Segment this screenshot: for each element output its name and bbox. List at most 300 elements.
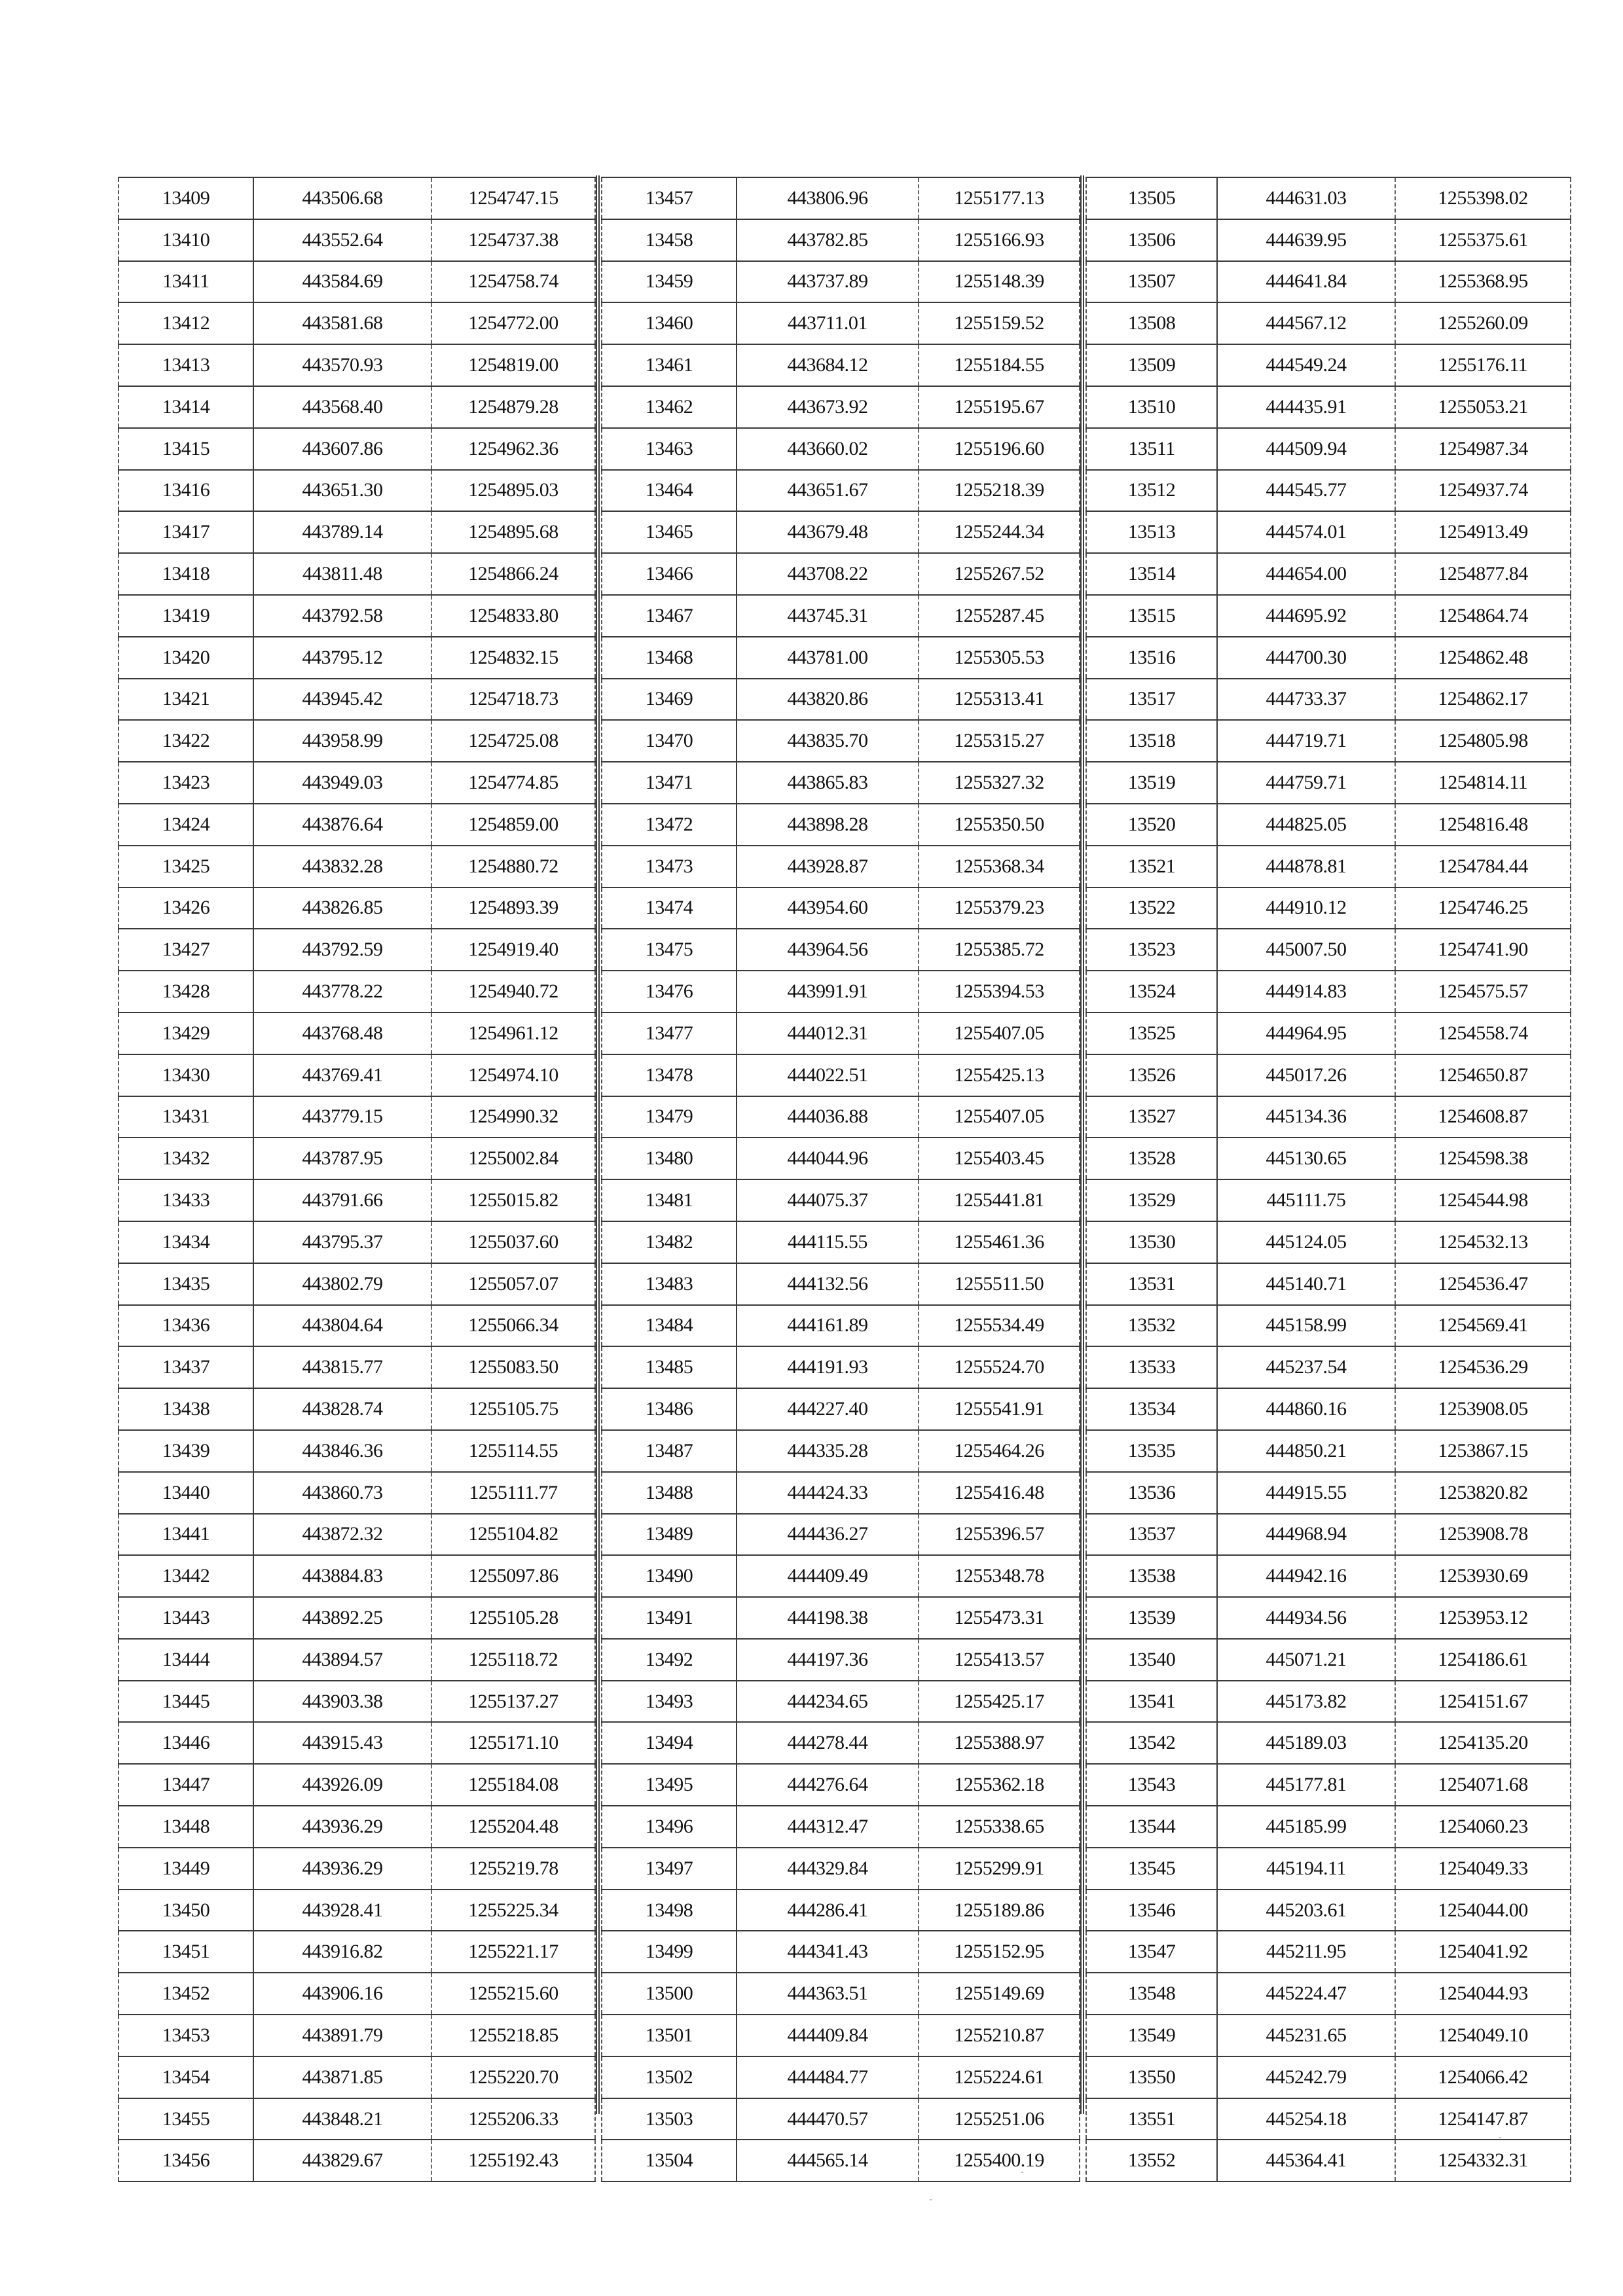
y-coordinate-cell: 1254879.28 bbox=[431, 386, 595, 428]
table-row bbox=[119, 2056, 595, 2098]
point-number-cell: 13487 bbox=[602, 1430, 737, 1472]
table-row bbox=[119, 1346, 595, 1388]
x-coordinate-cell: 443964.56 bbox=[737, 929, 919, 971]
table-row bbox=[602, 1806, 1080, 1848]
x-coordinate-cell: 443768.48 bbox=[253, 1013, 431, 1054]
table-row bbox=[602, 261, 1080, 303]
table-row bbox=[602, 2015, 1080, 2056]
y-coordinate-cell: 1255244.34 bbox=[919, 511, 1080, 553]
y-coordinate-cell: 1254049.33 bbox=[1395, 1848, 1571, 1890]
y-coordinate-cell: 1254816.48 bbox=[1395, 804, 1571, 846]
point-number-cell: 13551 bbox=[1086, 2098, 1217, 2140]
y-coordinate-cell: 1255111.77 bbox=[431, 1472, 595, 1514]
y-coordinate-cell: 1253820.82 bbox=[1395, 1472, 1571, 1514]
x-coordinate-cell: 444860.16 bbox=[1217, 1388, 1395, 1430]
x-coordinate-cell: 444012.31 bbox=[737, 1013, 919, 1054]
table-row bbox=[1086, 1054, 1571, 1096]
table-row bbox=[1086, 929, 1571, 971]
point-number-cell: 13532 bbox=[1086, 1305, 1217, 1347]
point-number-cell: 13485 bbox=[602, 1346, 737, 1388]
y-coordinate-cell: 1254862.17 bbox=[1395, 679, 1571, 721]
y-coordinate-cell: 1255327.32 bbox=[919, 762, 1080, 804]
table-row bbox=[119, 1639, 595, 1681]
x-coordinate-cell: 443954.60 bbox=[737, 888, 919, 929]
x-coordinate-cell: 443916.82 bbox=[253, 1931, 431, 1973]
x-coordinate-cell: 444654.00 bbox=[1217, 553, 1395, 595]
x-coordinate-cell: 444197.36 bbox=[737, 1639, 919, 1681]
x-coordinate-cell: 444700.30 bbox=[1217, 637, 1395, 679]
y-coordinate-cell: 1255105.75 bbox=[431, 1388, 595, 1430]
y-coordinate-cell: 1254650.87 bbox=[1395, 1054, 1571, 1096]
y-coordinate-cell: 1254864.74 bbox=[1395, 595, 1571, 637]
point-number-cell: 13474 bbox=[602, 888, 737, 929]
point-number-cell: 13418 bbox=[119, 553, 253, 595]
point-number-cell: 13466 bbox=[602, 553, 737, 595]
y-coordinate-cell: 1254044.00 bbox=[1395, 1890, 1571, 1931]
y-coordinate-cell: 1254747.15 bbox=[431, 177, 595, 219]
x-coordinate-cell: 443906.16 bbox=[253, 1973, 431, 2015]
point-number-cell: 13426 bbox=[119, 888, 253, 929]
y-coordinate-cell: 1255464.26 bbox=[919, 1430, 1080, 1472]
x-coordinate-cell: 443848.21 bbox=[253, 2098, 431, 2140]
table-row bbox=[602, 1848, 1080, 1890]
table-row bbox=[1086, 428, 1571, 470]
point-number-cell: 13488 bbox=[602, 1472, 737, 1514]
point-number-cell: 13432 bbox=[119, 1138, 253, 1179]
x-coordinate-cell: 443936.29 bbox=[253, 1848, 431, 1890]
y-coordinate-cell: 1254814.11 bbox=[1395, 762, 1571, 804]
x-coordinate-cell: 443568.40 bbox=[253, 386, 431, 428]
x-coordinate-cell: 443949.03 bbox=[253, 762, 431, 804]
x-coordinate-cell: 444435.91 bbox=[1217, 386, 1395, 428]
x-coordinate-cell: 444759.71 bbox=[1217, 762, 1395, 804]
table-row bbox=[602, 1639, 1080, 1681]
table-row bbox=[602, 1221, 1080, 1263]
y-coordinate-cell: 1255394.53 bbox=[919, 971, 1080, 1013]
y-coordinate-cell: 1255398.02 bbox=[1395, 177, 1571, 219]
point-number-cell: 13478 bbox=[602, 1054, 737, 1096]
y-coordinate-cell: 1255114.55 bbox=[431, 1430, 595, 1472]
x-coordinate-cell: 443679.48 bbox=[737, 511, 919, 553]
point-number-cell: 13520 bbox=[1086, 804, 1217, 846]
x-coordinate-cell: 444022.51 bbox=[737, 1054, 919, 1096]
point-number-cell: 13451 bbox=[119, 1931, 253, 1973]
table-row bbox=[1086, 1931, 1571, 1973]
table-row bbox=[1086, 971, 1571, 1013]
point-number-cell: 13419 bbox=[119, 595, 253, 637]
point-number-cell: 13444 bbox=[119, 1639, 253, 1681]
y-coordinate-cell: 1254066.42 bbox=[1395, 2056, 1571, 2098]
x-coordinate-cell: 443673.92 bbox=[737, 386, 919, 428]
point-number-cell: 13421 bbox=[119, 679, 253, 721]
x-coordinate-cell: 443876.64 bbox=[253, 804, 431, 846]
table-row bbox=[602, 428, 1080, 470]
y-coordinate-cell: 1254784.44 bbox=[1395, 846, 1571, 888]
coordinate-table-block-3 bbox=[1085, 177, 1571, 2182]
y-coordinate-cell: 1253908.05 bbox=[1395, 1388, 1571, 1430]
y-coordinate-cell: 1255220.70 bbox=[431, 2056, 595, 2098]
table-row bbox=[602, 846, 1080, 888]
y-coordinate-cell: 1255348.78 bbox=[919, 1555, 1080, 1597]
table-row bbox=[119, 2015, 595, 2056]
x-coordinate-cell: 443860.73 bbox=[253, 1472, 431, 1514]
point-number-cell: 13505 bbox=[1086, 177, 1217, 219]
coordinate-table bbox=[601, 177, 1080, 2182]
x-coordinate-cell: 444549.24 bbox=[1217, 344, 1395, 386]
y-coordinate-cell: 1255105.28 bbox=[431, 1597, 595, 1639]
point-number-cell: 13543 bbox=[1086, 1764, 1217, 1806]
point-number-cell: 13508 bbox=[1086, 302, 1217, 344]
point-number-cell: 13409 bbox=[119, 177, 253, 219]
x-coordinate-cell: 444567.12 bbox=[1217, 302, 1395, 344]
point-number-cell: 13490 bbox=[602, 1555, 737, 1597]
table-row bbox=[602, 1597, 1080, 1639]
point-number-cell: 13427 bbox=[119, 929, 253, 971]
point-number-cell: 13517 bbox=[1086, 679, 1217, 721]
point-number-cell: 13525 bbox=[1086, 1013, 1217, 1054]
x-coordinate-cell: 443506.68 bbox=[253, 177, 431, 219]
table-row bbox=[1086, 1096, 1571, 1138]
table-row bbox=[119, 2098, 595, 2140]
x-coordinate-cell: 445364.41 bbox=[1217, 2140, 1395, 2181]
point-number-cell: 13489 bbox=[602, 1514, 737, 1556]
x-coordinate-cell: 444341.43 bbox=[737, 1931, 919, 1973]
table-row bbox=[602, 1514, 1080, 1556]
table-row bbox=[1086, 1639, 1571, 1681]
table-row bbox=[1086, 177, 1571, 219]
x-coordinate-cell: 445124.05 bbox=[1217, 1221, 1395, 1263]
x-coordinate-cell: 443872.32 bbox=[253, 1514, 431, 1556]
point-number-cell: 13529 bbox=[1086, 1179, 1217, 1221]
point-number-cell: 13438 bbox=[119, 1388, 253, 1430]
point-number-cell: 13512 bbox=[1086, 470, 1217, 512]
table-row bbox=[119, 302, 595, 344]
y-coordinate-cell: 1255177.13 bbox=[919, 177, 1080, 219]
x-coordinate-cell: 443811.48 bbox=[253, 553, 431, 595]
table-row bbox=[602, 1096, 1080, 1138]
table-row bbox=[602, 553, 1080, 595]
table-row bbox=[119, 1931, 595, 1973]
x-coordinate-cell: 443792.58 bbox=[253, 595, 431, 637]
point-number-cell: 13515 bbox=[1086, 595, 1217, 637]
point-number-cell: 13511 bbox=[1086, 428, 1217, 470]
point-number-cell: 13480 bbox=[602, 1138, 737, 1179]
table-row bbox=[1086, 1263, 1571, 1305]
table-row bbox=[602, 1722, 1080, 1764]
x-coordinate-cell: 443708.22 bbox=[737, 553, 919, 595]
table-row bbox=[1086, 302, 1571, 344]
x-coordinate-cell: 443928.41 bbox=[253, 1890, 431, 1931]
x-coordinate-cell: 443804.64 bbox=[253, 1305, 431, 1347]
y-coordinate-cell: 1255299.91 bbox=[919, 1848, 1080, 1890]
x-coordinate-cell: 445224.47 bbox=[1217, 1973, 1395, 2015]
x-coordinate-cell: 444198.38 bbox=[737, 1597, 919, 1639]
x-coordinate-cell: 444565.14 bbox=[737, 2140, 919, 2181]
x-coordinate-cell: 444312.47 bbox=[737, 1806, 919, 1848]
table-row bbox=[119, 1096, 595, 1138]
point-number-cell: 13539 bbox=[1086, 1597, 1217, 1639]
y-coordinate-cell: 1254147.87 bbox=[1395, 2098, 1571, 2140]
table-row bbox=[602, 2056, 1080, 2098]
y-coordinate-cell: 1255441.81 bbox=[919, 1179, 1080, 1221]
point-number-cell: 13471 bbox=[602, 762, 737, 804]
table-body bbox=[119, 177, 595, 2181]
y-coordinate-cell: 1255218.39 bbox=[919, 470, 1080, 512]
point-number-cell: 13465 bbox=[602, 511, 737, 553]
x-coordinate-cell: 444964.95 bbox=[1217, 1013, 1395, 1054]
x-coordinate-cell: 443651.30 bbox=[253, 470, 431, 512]
y-coordinate-cell: 1255206.33 bbox=[431, 2098, 595, 2140]
x-coordinate-cell: 445140.71 bbox=[1217, 1263, 1395, 1305]
table-row bbox=[1086, 1388, 1571, 1430]
table-row bbox=[119, 1681, 595, 1723]
point-number-cell: 13414 bbox=[119, 386, 253, 428]
point-number-cell: 13459 bbox=[602, 261, 737, 303]
table-row bbox=[119, 1138, 595, 1179]
x-coordinate-cell: 444825.05 bbox=[1217, 804, 1395, 846]
table-row bbox=[1086, 762, 1571, 804]
point-number-cell: 13544 bbox=[1086, 1806, 1217, 1848]
table-row bbox=[602, 637, 1080, 679]
y-coordinate-cell: 1255118.72 bbox=[431, 1639, 595, 1681]
y-coordinate-cell: 1255287.45 bbox=[919, 595, 1080, 637]
point-number-cell: 13430 bbox=[119, 1054, 253, 1096]
table-row bbox=[602, 344, 1080, 386]
x-coordinate-cell: 443806.96 bbox=[737, 177, 919, 219]
table-row bbox=[119, 553, 595, 595]
y-coordinate-cell: 1255192.43 bbox=[431, 2140, 595, 2181]
table-row bbox=[602, 1179, 1080, 1221]
x-coordinate-cell: 444484.77 bbox=[737, 2056, 919, 2098]
table-row bbox=[119, 637, 595, 679]
y-coordinate-cell: 1255002.84 bbox=[431, 1138, 595, 1179]
y-coordinate-cell: 1254895.68 bbox=[431, 511, 595, 553]
point-number-cell: 13528 bbox=[1086, 1138, 1217, 1179]
point-number-cell: 13497 bbox=[602, 1848, 737, 1890]
x-coordinate-cell: 443826.85 bbox=[253, 888, 431, 929]
point-number-cell: 13463 bbox=[602, 428, 737, 470]
x-coordinate-cell: 445177.81 bbox=[1217, 1764, 1395, 1806]
point-number-cell: 13410 bbox=[119, 219, 253, 261]
table-row bbox=[602, 302, 1080, 344]
point-number-cell: 13416 bbox=[119, 470, 253, 512]
y-coordinate-cell: 1254895.03 bbox=[431, 470, 595, 512]
x-coordinate-cell: 443802.79 bbox=[253, 1263, 431, 1305]
y-coordinate-cell: 1254962.36 bbox=[431, 428, 595, 470]
y-coordinate-cell: 1255379.23 bbox=[919, 888, 1080, 929]
point-number-cell: 13502 bbox=[602, 2056, 737, 2098]
x-coordinate-cell: 443737.89 bbox=[737, 261, 919, 303]
table-row bbox=[602, 1764, 1080, 1806]
point-number-cell: 13523 bbox=[1086, 929, 1217, 971]
y-coordinate-cell: 1254974.10 bbox=[431, 1054, 595, 1096]
point-number-cell: 13442 bbox=[119, 1555, 253, 1597]
point-number-cell: 13472 bbox=[602, 804, 737, 846]
table-row bbox=[119, 1221, 595, 1263]
point-number-cell: 13443 bbox=[119, 1597, 253, 1639]
point-number-cell: 13468 bbox=[602, 637, 737, 679]
point-number-cell: 13513 bbox=[1086, 511, 1217, 553]
x-coordinate-cell: 444545.77 bbox=[1217, 470, 1395, 512]
y-coordinate-cell: 1254044.93 bbox=[1395, 1973, 1571, 2015]
y-coordinate-cell: 1255251.06 bbox=[919, 2098, 1080, 2140]
y-coordinate-cell: 1253867.15 bbox=[1395, 1430, 1571, 1472]
table-row bbox=[1086, 1890, 1571, 1931]
point-number-cell: 13467 bbox=[602, 595, 737, 637]
table-row bbox=[119, 1555, 595, 1597]
y-coordinate-cell: 1255219.78 bbox=[431, 1848, 595, 1890]
x-coordinate-cell: 444574.01 bbox=[1217, 511, 1395, 553]
table-row bbox=[1086, 219, 1571, 261]
block-separator bbox=[1080, 175, 1084, 2114]
y-coordinate-cell: 1254877.84 bbox=[1395, 553, 1571, 595]
point-number-cell: 13499 bbox=[602, 1931, 737, 1973]
point-number-cell: 13538 bbox=[1086, 1555, 1217, 1597]
table-row bbox=[602, 511, 1080, 553]
y-coordinate-cell: 1255407.05 bbox=[919, 1096, 1080, 1138]
y-coordinate-cell: 1254893.39 bbox=[431, 888, 595, 929]
x-coordinate-cell: 443898.28 bbox=[737, 804, 919, 846]
point-number-cell: 13484 bbox=[602, 1305, 737, 1347]
table-row bbox=[119, 1597, 595, 1639]
table-row bbox=[602, 177, 1080, 219]
y-coordinate-cell: 1255066.34 bbox=[431, 1305, 595, 1347]
table-row bbox=[1086, 2015, 1571, 2056]
point-number-cell: 13522 bbox=[1086, 888, 1217, 929]
table-row bbox=[602, 1013, 1080, 1054]
table-row bbox=[602, 219, 1080, 261]
point-number-cell: 13435 bbox=[119, 1263, 253, 1305]
table-row bbox=[1086, 1681, 1571, 1723]
y-coordinate-cell: 1254866.24 bbox=[431, 553, 595, 595]
table-row bbox=[1086, 1221, 1571, 1263]
point-number-cell: 13552 bbox=[1086, 2140, 1217, 2181]
x-coordinate-cell: 444641.84 bbox=[1217, 261, 1395, 303]
point-number-cell: 13537 bbox=[1086, 1514, 1217, 1556]
table-row bbox=[119, 846, 595, 888]
x-coordinate-cell: 444335.28 bbox=[737, 1430, 919, 1472]
table-row bbox=[602, 1430, 1080, 1472]
point-number-cell: 13545 bbox=[1086, 1848, 1217, 1890]
table-row bbox=[1086, 1806, 1571, 1848]
x-coordinate-cell: 444424.33 bbox=[737, 1472, 919, 1514]
point-number-cell: 13455 bbox=[119, 2098, 253, 2140]
y-coordinate-cell: 1253930.69 bbox=[1395, 1555, 1571, 1597]
block-separator bbox=[596, 175, 600, 2114]
point-number-cell: 13486 bbox=[602, 1388, 737, 1430]
table-row bbox=[602, 1890, 1080, 1931]
table-row bbox=[602, 1388, 1080, 1430]
x-coordinate-cell: 444161.89 bbox=[737, 1305, 919, 1347]
y-coordinate-cell: 1254532.13 bbox=[1395, 1221, 1571, 1263]
y-coordinate-cell: 1255184.08 bbox=[431, 1764, 595, 1806]
y-coordinate-cell: 1255037.60 bbox=[431, 1221, 595, 1263]
x-coordinate-cell: 443871.85 bbox=[253, 2056, 431, 2098]
y-coordinate-cell: 1255524.70 bbox=[919, 1346, 1080, 1388]
point-number-cell: 13493 bbox=[602, 1681, 737, 1723]
table-row bbox=[1086, 846, 1571, 888]
y-coordinate-cell: 1255053.21 bbox=[1395, 386, 1571, 428]
x-coordinate-cell: 444234.65 bbox=[737, 1681, 919, 1723]
point-number-cell: 13473 bbox=[602, 846, 737, 888]
y-coordinate-cell: 1255218.85 bbox=[431, 2015, 595, 2056]
point-number-cell: 13482 bbox=[602, 1221, 737, 1263]
table-row bbox=[1086, 553, 1571, 595]
x-coordinate-cell: 443607.86 bbox=[253, 428, 431, 470]
point-number-cell: 13437 bbox=[119, 1346, 253, 1388]
y-coordinate-cell: 1254049.10 bbox=[1395, 2015, 1571, 2056]
y-coordinate-cell: 1255057.07 bbox=[431, 1263, 595, 1305]
y-coordinate-cell: 1255184.55 bbox=[919, 344, 1080, 386]
x-coordinate-cell: 443846.36 bbox=[253, 1430, 431, 1472]
point-number-cell: 13411 bbox=[119, 261, 253, 303]
table-row bbox=[602, 1305, 1080, 1347]
table-row bbox=[119, 1722, 595, 1764]
x-coordinate-cell: 443894.57 bbox=[253, 1639, 431, 1681]
table-row bbox=[602, 971, 1080, 1013]
x-coordinate-cell: 443792.59 bbox=[253, 929, 431, 971]
x-coordinate-cell: 444363.51 bbox=[737, 1973, 919, 2015]
x-coordinate-cell: 444191.93 bbox=[737, 1346, 919, 1388]
x-coordinate-cell: 444227.40 bbox=[737, 1388, 919, 1430]
x-coordinate-cell: 443745.31 bbox=[737, 595, 919, 637]
coordinate-table-block-1 bbox=[118, 177, 596, 2182]
y-coordinate-cell: 1255403.45 bbox=[919, 1138, 1080, 1179]
point-number-cell: 13425 bbox=[119, 846, 253, 888]
table-row bbox=[602, 1681, 1080, 1723]
table-row bbox=[602, 762, 1080, 804]
y-coordinate-cell: 1255152.95 bbox=[919, 1931, 1080, 1973]
y-coordinate-cell: 1254041.92 bbox=[1395, 1931, 1571, 1973]
point-number-cell: 13447 bbox=[119, 1764, 253, 1806]
table-row bbox=[1086, 1472, 1571, 1514]
table-row bbox=[602, 1555, 1080, 1597]
x-coordinate-cell: 443835.70 bbox=[737, 720, 919, 762]
y-coordinate-cell: 1255149.69 bbox=[919, 1973, 1080, 2015]
y-coordinate-cell: 1254737.38 bbox=[431, 219, 595, 261]
y-coordinate-cell: 1254536.47 bbox=[1395, 1263, 1571, 1305]
x-coordinate-cell: 443789.14 bbox=[253, 511, 431, 553]
table-row bbox=[1086, 2140, 1571, 2181]
y-coordinate-cell: 1255215.60 bbox=[431, 1973, 595, 2015]
table-row bbox=[602, 804, 1080, 846]
table-row bbox=[1086, 1597, 1571, 1639]
y-coordinate-cell: 1255413.57 bbox=[919, 1639, 1080, 1681]
x-coordinate-cell: 444409.49 bbox=[737, 1555, 919, 1597]
y-coordinate-cell: 1254575.57 bbox=[1395, 971, 1571, 1013]
point-number-cell: 13441 bbox=[119, 1514, 253, 1556]
y-coordinate-cell: 1254746.25 bbox=[1395, 888, 1571, 929]
y-coordinate-cell: 1254859.00 bbox=[431, 804, 595, 846]
y-coordinate-cell: 1255534.49 bbox=[919, 1305, 1080, 1347]
x-coordinate-cell: 443903.38 bbox=[253, 1681, 431, 1723]
y-coordinate-cell: 1253908.78 bbox=[1395, 1514, 1571, 1556]
x-coordinate-cell: 444695.92 bbox=[1217, 595, 1395, 637]
table-row bbox=[119, 1305, 595, 1347]
table-row bbox=[602, 1346, 1080, 1388]
y-coordinate-cell: 1255267.52 bbox=[919, 553, 1080, 595]
table-row bbox=[119, 1848, 595, 1890]
table-row bbox=[602, 1973, 1080, 2015]
table-row bbox=[1086, 2056, 1571, 2098]
point-number-cell: 13412 bbox=[119, 302, 253, 344]
point-number-cell: 13476 bbox=[602, 971, 737, 1013]
x-coordinate-cell: 445017.26 bbox=[1217, 1054, 1395, 1096]
x-coordinate-cell: 445185.99 bbox=[1217, 1806, 1395, 1848]
x-coordinate-cell: 444942.16 bbox=[1217, 1555, 1395, 1597]
table-row bbox=[1086, 1973, 1571, 2015]
y-coordinate-cell: 1255196.60 bbox=[919, 428, 1080, 470]
